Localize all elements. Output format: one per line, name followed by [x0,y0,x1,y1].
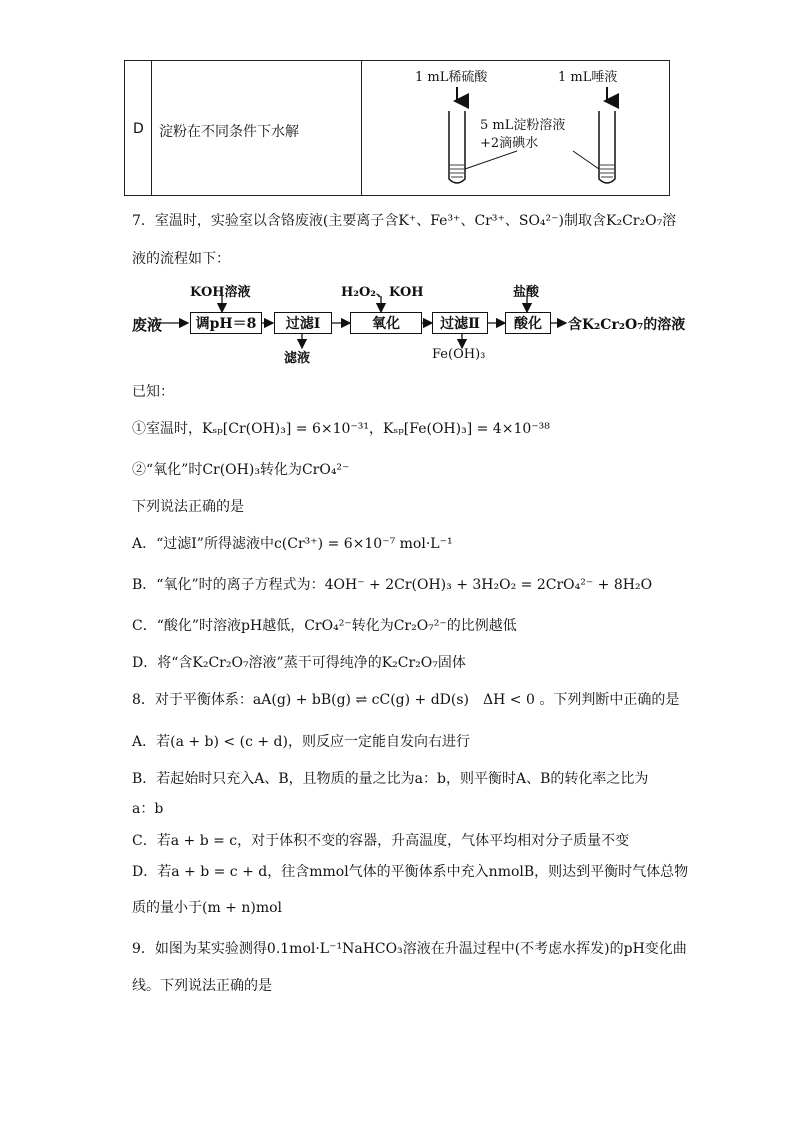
q7-known-1: ①室温时，Kₛₚ[Cr(OH)₃] = 6×10⁻³¹，Kₛₚ[Fe(OH)₃] = 4×10⁻³⁸ [132,421,550,437]
table-description: 淀粉在不同条件下水解 [159,124,299,140]
q8-option-b-line2: a：b [132,801,164,817]
flow-step-adjust-ph: 调pH＝8 [190,312,262,334]
q8-option-d-line1: D．若a + b = c + d，往含mmol气体的平衡体系中充入nmolB，则达到平衡时气体总物 [132,864,689,880]
q7-question: 下列说法正确的是 [132,499,244,515]
flow-residue-1: 滤液 [284,351,311,366]
q7-known-2: ②“氧化”时Cr(OH)₃转化为CrO₄²⁻ [132,462,350,478]
q7-stem-line1: 7．室温时，实验室以含铬废液(主要离子含K⁺、Fe³⁺、Cr³⁺、SO₄²⁻)制取含K₂Cr₂O₇溶 [132,213,677,229]
liquid-hatch-icon [450,165,614,177]
q7-known-heading: 已知： [132,384,174,400]
flow-step-filter-1: 过滤Ⅰ [274,312,332,334]
solution-label-1: 5 mL淀粉溶液 [480,118,566,133]
flow-reagent-2: H₂O₂、KOH [341,285,424,300]
q7-option-b: B．“氧化”时的离子方程式为：4OH⁻ + 2Cr(OH)₃ + 3H₂O₂ = 2CrO₄²⁻ + 8H₂O [132,577,653,593]
q8-stem: 8．对于平衡体系：aA(g) + bB(g) ⇌ cC(g) + dD(s) ΔH < 0 。下列判断中正确的是 [132,692,680,708]
q8-option-d-line2: 质的量小于(m + n)mol [132,900,283,916]
flow-residue-2: Fe(OH)₃ [432,347,486,362]
test-tube-icon [599,111,615,183]
q7-option-a: A．“过滤Ⅰ”所得滤液中c(Cr³⁺) = 6×10⁻⁷ mol·L⁻¹ [132,536,453,552]
flow-step-filter-2: 过滤Ⅱ [432,312,488,334]
test-tube-icon [449,111,465,183]
q8-option-a: A．若(a + b) < (c + d)，则反应一定能自发向右进行 [132,734,470,750]
q8-option-b-line1: B．若起始时只充入A、B，且物质的量之比为a：b，则平衡时A、B的转化率之比为 [132,771,649,787]
solution-label-2: +2滴碘水 [480,136,539,151]
q7-stem-line2: 液的流程如下： [132,251,230,267]
q9-stem-line2: 线。下列说法正确的是 [132,978,272,994]
option-table [124,60,670,196]
flow-start-label: 废液 [132,316,163,334]
q8-option-c: C．若a + b = c，对于体积不变的容器，升高温度，气体平均相对分子质量不变 [132,833,630,849]
flow-end-label: 含K₂Cr₂O₇的溶液 [568,317,686,333]
flow-reagent-3: 盐酸 [513,285,540,300]
q9-stem-line1: 9．如图为某实验测得0.1mol·L⁻¹NaHCO₃溶液在升温过程中(不考虑水挥发)的pH变化曲 [132,941,687,957]
q7-option-c: C．“酸化”时溶液pH越低，CrO₄²⁻转化为Cr₂O₇²⁻的比例越低 [132,618,517,634]
flow-step-acidify: 酸化 [505,312,551,334]
flow-step-oxidize: 氧化 [350,312,422,334]
right-reagent-label: 1 mL唾液 [558,70,618,85]
table-divider [151,61,152,195]
table-option-label: D [133,121,144,137]
test-tube-diagram [425,61,665,195]
q7-option-d: D．将“含K₂Cr₂O₇溶液”蒸干可得纯净的K₂Cr₂O₇固体 [132,655,466,671]
left-reagent-label: 1 mL稀硫酸 [415,70,488,85]
flow-reagent-1: KOH溶液 [190,285,251,300]
table-divider [361,61,362,195]
